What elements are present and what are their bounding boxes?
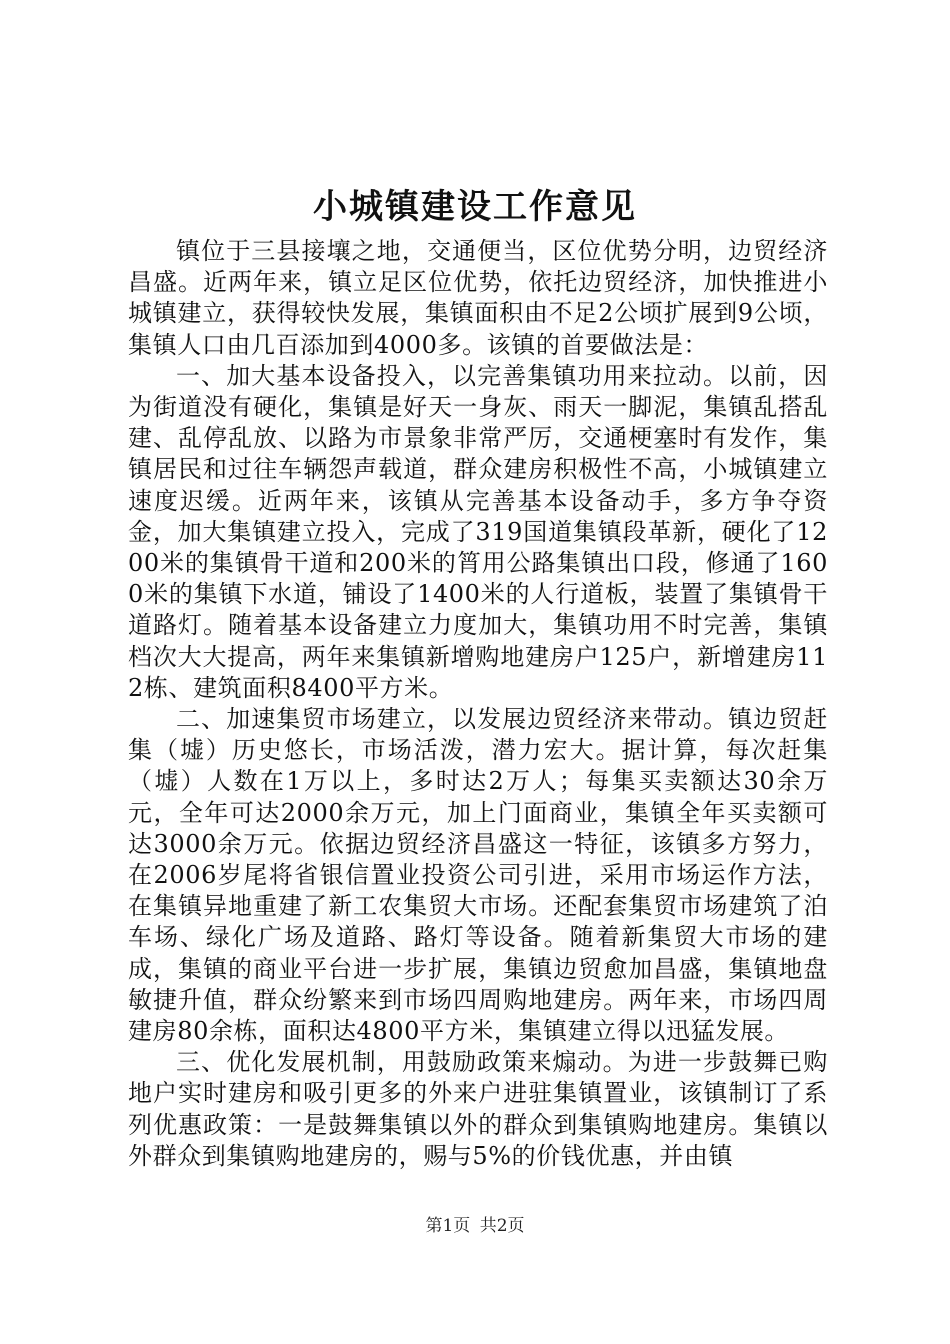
document-body xyxy=(128,236,828,1172)
page-number-total: 共2页 xyxy=(479,1216,525,1236)
page-footer xyxy=(0,1214,950,1238)
paragraph-section-1: 一、加大基本设备投入，以完善集镇功用来拉动。以前，因为街道没有硬化，集镇是好天一身灰、雨天一脚泥，集镇乱搭乱建、乱停乱放、以路为市景象非常严厉，交通梗塞时有发作，集镇居民和过往车辆怨声载道，群众建房积极性不高，小城镇建立速度迟缓。近两年来，该镇从完善基本设备动手，多方争夺资金，加大集镇建立投入，完成了319国道集镇段革新，硬化了1200米的集镇骨干道和200米的筲用公路集镇出口段，修通了1600米的集镇下水道，铺设了1400米的人行道板，装置了集镇骨干道路灯。随着基本设备建立力度加大，集镇功用不时完善，集镇档次大大提高，两年来集镇新增购地建房户125户，新增建房112栋、建筑面积8400平方米。 xyxy=(128,361,828,702)
page-number-current: 第1页 xyxy=(425,1216,471,1236)
paragraph-section-2: 二、加速集贸市场建立，以发展边贸经济来带动。镇边贸赶集（墟）历史悠长，市场活泼，潜力宏大。据计算，每次赶集（墟）人数在1万以上，多时达2万人；每集买卖额达30余万元，全年可达2000余万元，加上门面商业，集镇全年买卖额可达3000余万元。依据边贸经济昌盛这一特征，该镇多方努力，在2006岁尾将省银信置业投资公司引进，采用市场运作方法，在集镇异地重建了新工农集贸大市场。还配套集贸市场建筑了泊车场、绿化广场及道路、路灯等设备。随着新集贸大市场的建成，集镇的商业平台进一步扩展，集镇边贸愈加昌盛，集镇地盘敏捷升值，群众纷繁来到市场四周购地建房。两年来，市场四周建房80余栋，面积达4800平方米，集镇建立得以迅猛发展。 xyxy=(128,705,828,1046)
document-title: 小城镇建设工作意见 xyxy=(313,187,637,227)
paragraph-intro: 镇位于三县接壤之地，交通便当，区位优势分明，边贸经济昌盛。近两年来，镇立足区位优势，依托边贸经济，加快推进小城镇建立，获得较快发展，集镇面积由不足2公顷扩展到9公顷，集镇人口由几百添加到4000多。该镇的首要做法是： xyxy=(128,237,828,359)
paragraph-section-3: 三、优化发展机制，用鼓励政策来煽动。为进一步鼓舞已购地户实时建房和吸引更多的外来户进驻集镇置业，该镇制订了系列优惠政策：一是鼓舞集镇以外的群众到集镇购地建房。集镇以外群众到集镇购地建房的，赐与5%的价钱优惠，并由镇 xyxy=(128,1048,828,1170)
